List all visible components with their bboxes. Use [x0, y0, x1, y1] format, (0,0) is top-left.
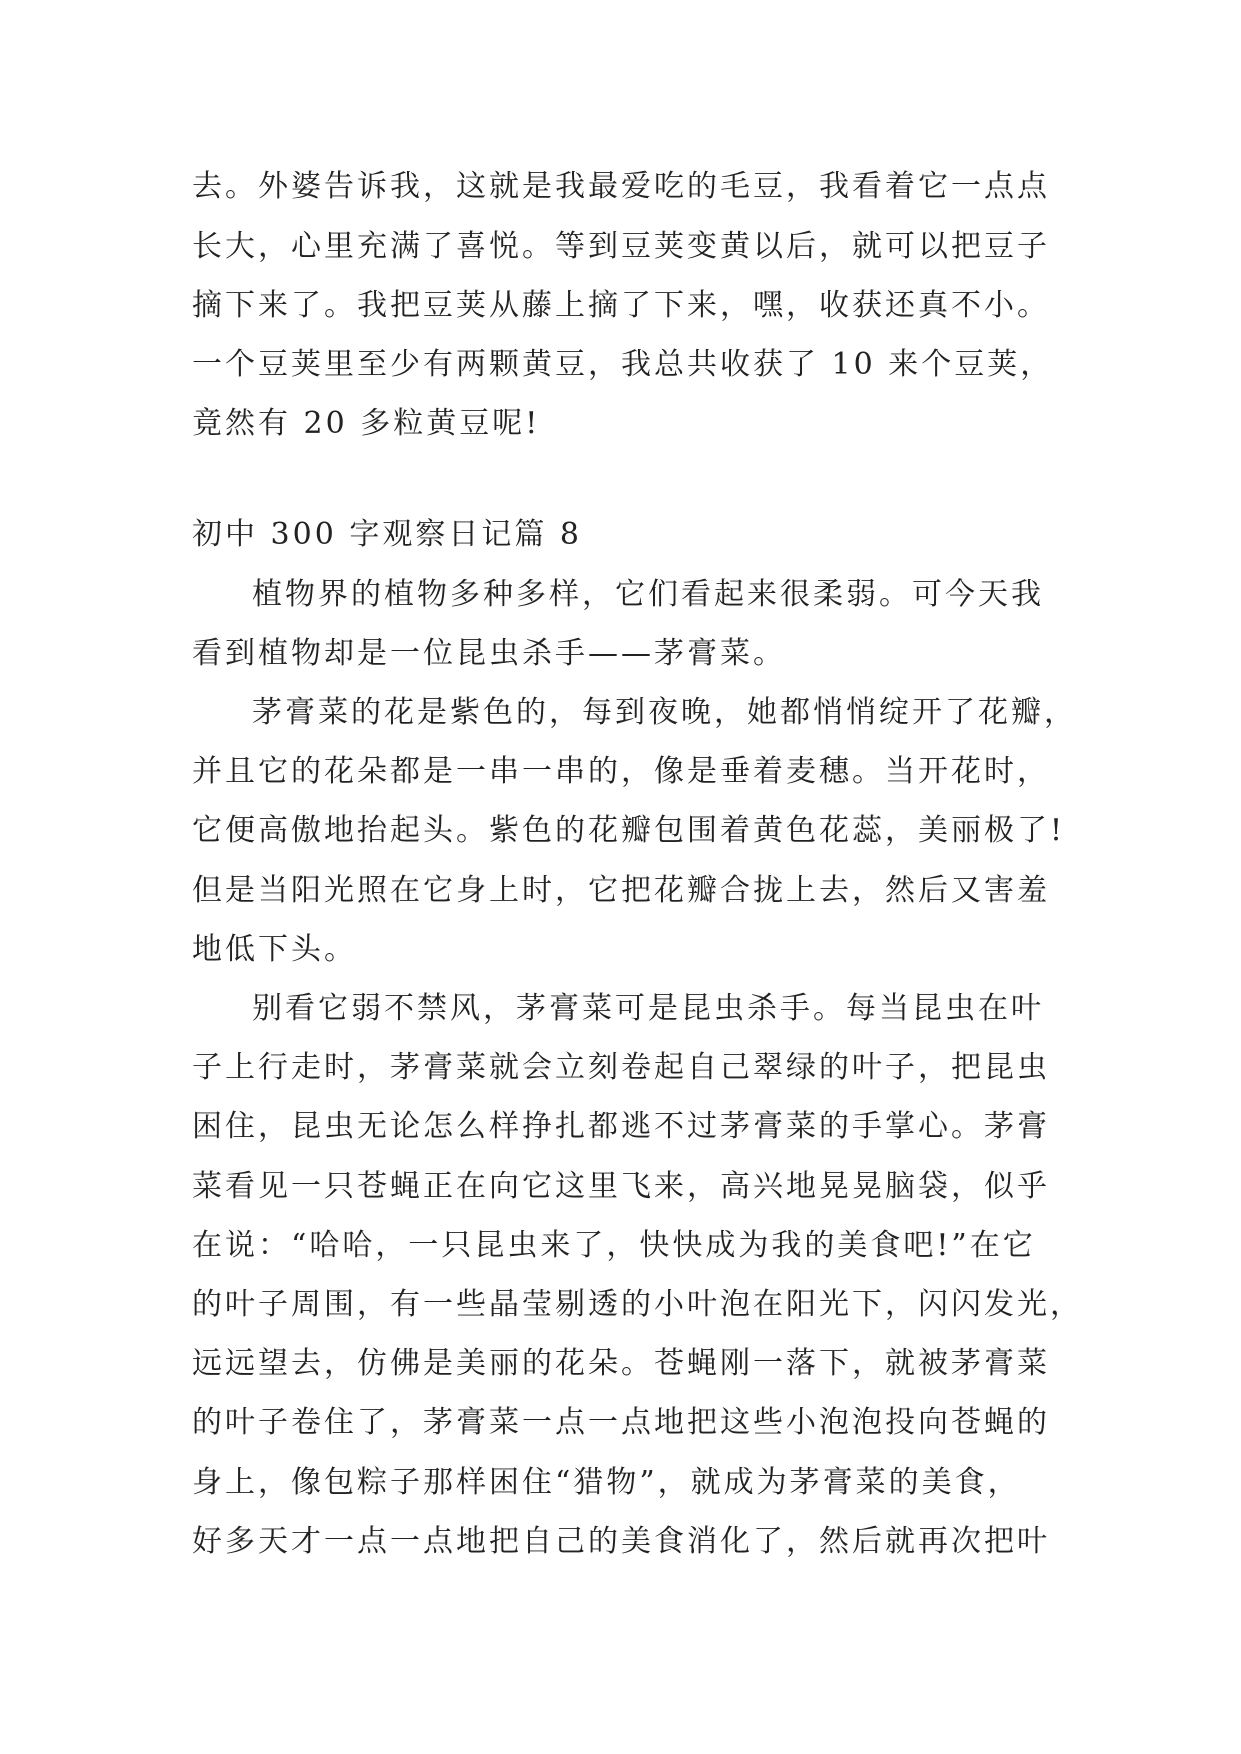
paragraph-line: 好多天才一点一点地把自己的美食消化了，然后就再次把叶 — [192, 1524, 1050, 1559]
paragraph-line: 它便高傲地抬起头。紫色的花瓣包围着黄色花蕊，美丽极了! — [192, 813, 1066, 848]
paragraph-line: 一个豆荚里至少有两颗黄豆，我总共收获了 10 来个豆荚， — [192, 347, 1054, 382]
paragraph-line: 摘下来了。我把豆荚从藤上摘了下来，嘿，收获还真不小。 — [192, 288, 1050, 323]
paragraph-line: 竟然有 20 多粒黄豆呢! — [192, 406, 541, 441]
paragraph-line: 但是当阳光照在它身上时，它把花瓣合拢上去，然后又害羞 — [192, 873, 1050, 908]
paragraph-line: 植物界的植物多种多样，它们看起来很柔弱。可今天我 — [252, 577, 1044, 612]
paragraph-line: 茅膏菜的花是紫色的，每到夜晚，她都悄悄绽开了花瓣， — [252, 695, 1077, 730]
paragraph-line: 的叶子卷住了，茅膏菜一点一点地把这些小泡泡投向苍蝇的 — [192, 1405, 1050, 1440]
paragraph-line: 在说：“哈哈，一只昆虫来了，快快成为我的美食吧!”在它 — [192, 1228, 1036, 1263]
paragraph-line: 去。外婆告诉我，这就是我最爱吃的毛豆，我看着它一点点 — [192, 169, 1050, 204]
paragraph-line: 并且它的花朵都是一串一串的，像是垂着麦穗。当开花时， — [192, 754, 1050, 789]
paragraph-line: 的叶子周围，有一些晶莹剔透的小叶泡在阳光下，闪闪发光， — [192, 1287, 1083, 1322]
paragraph-line: 看到植物却是一位昆虫杀手——茅膏菜。 — [192, 636, 786, 671]
paragraph-line: 身上，像包粽子那样困住“猎物”，就成为茅膏菜的美食， — [192, 1465, 1021, 1500]
paragraph-line: 地低下头。 — [192, 932, 357, 967]
paragraph-line: 子上行走时，茅膏菜就会立刻卷起自己翠绿的叶子，把昆虫 — [192, 1050, 1050, 1085]
paragraph-line: 长大，心里充满了喜悦。等到豆荚变黄以后，就可以把豆子 — [192, 229, 1050, 264]
section-heading: 初中 300 字观察日记篇 8 — [192, 517, 582, 552]
paragraph-line: 困住，昆虫无论怎么样挣扎都逃不过茅膏菜的手掌心。茅膏 — [192, 1109, 1050, 1144]
paragraph-line: 远远望去，仿佛是美丽的花朵。苍蝇刚一落下，就被茅膏菜 — [192, 1346, 1050, 1381]
paragraph-line: 别看它弱不禁风，茅膏菜可是昆虫杀手。每当昆虫在叶 — [252, 991, 1044, 1026]
paragraph-line: 菜看见一只苍蝇正在向它这里飞来，高兴地晃晃脑袋，似乎 — [192, 1169, 1050, 1204]
